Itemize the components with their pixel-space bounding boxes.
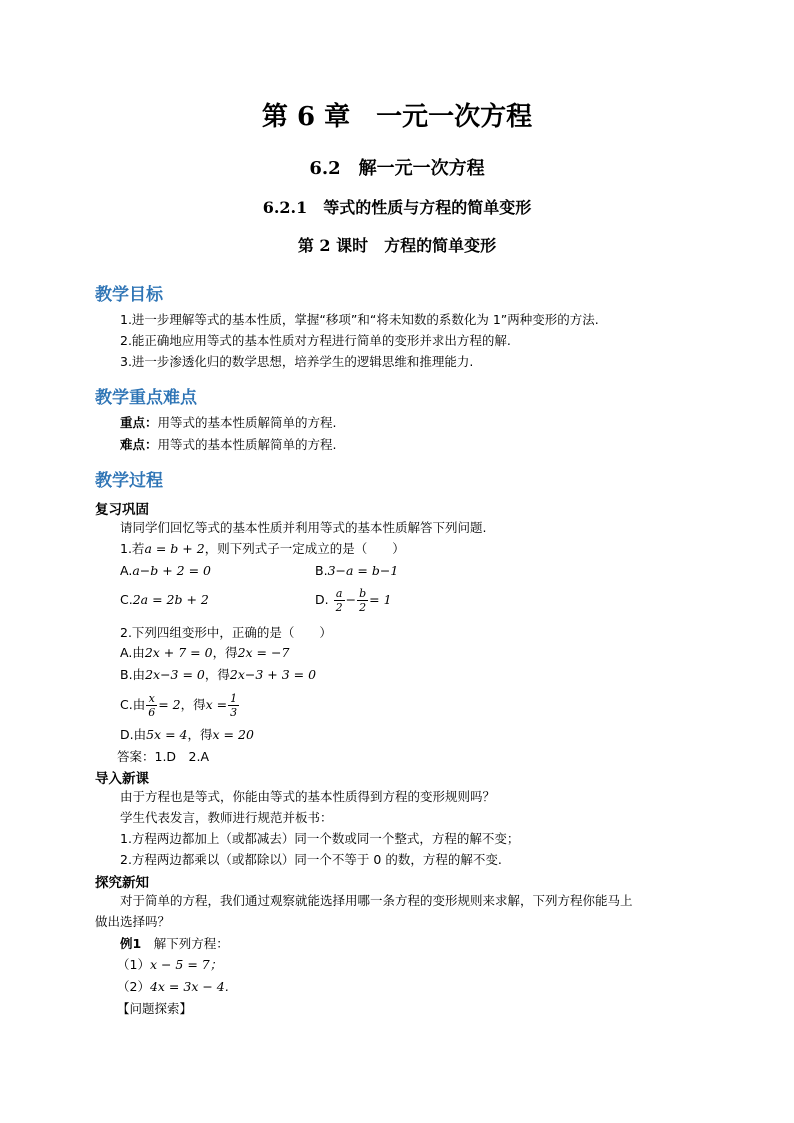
intro-line: 学生代表发言，教师进行规范并板书： (120, 810, 333, 825)
example-eq2 (117, 979, 229, 995)
q1-option-b (315, 563, 398, 579)
q1-condition: a = b + 2 (144, 541, 205, 556)
objective-item: 2.能正确地应用等式的基本性质对方程进行简单的变形并求出方程的解. (120, 333, 511, 348)
q2-option-b (120, 667, 316, 683)
review-title: 复习巩固 (95, 502, 149, 518)
q2-option-d (120, 727, 254, 743)
q1-d-label: D. (315, 592, 329, 607)
q2-d-eq2: x = 20 (212, 727, 254, 742)
explore-line: 对于简单的方程，我们通过观察就能选择用哪一条方程的变形规则来求解，下列方程你能马上 (120, 893, 633, 908)
q2-c-rhs: = 2 (158, 697, 181, 712)
objectives-heading: 教学目标 (95, 285, 163, 305)
review-answer: 答案：1.D 2.A (117, 749, 210, 764)
q1-prefix: 1.若 (120, 541, 145, 556)
q1-b-expr: 3−a = b−1 (327, 563, 399, 578)
difficulty-line (120, 437, 337, 453)
q2-c-label: C.由 (120, 697, 146, 712)
objective-item: 1.进一步理解等式的基本性质，掌握“移项”和“将未知数的系数化为 1”两种变形的方法. (120, 312, 599, 327)
q1-b-label: B. (315, 563, 328, 578)
q1-option-c (120, 592, 209, 608)
eq1-label: （1） (117, 957, 150, 972)
q2-d-label: D.由 (120, 727, 147, 742)
q2-a-eq1: 2x + 7 = 0 (144, 645, 213, 660)
chapter-title: 第 6 章 一元一次方程 (261, 102, 533, 132)
question-2: 2.下列四组变形中，正确的是（ ） (120, 625, 332, 640)
problem-explore-label: 【问题探索】 (117, 1001, 193, 1016)
q2-c-x: x = (205, 697, 228, 712)
focus-label: 重点： (120, 415, 158, 430)
q1-d-operator: − (345, 592, 357, 607)
q2-c-fraction: $\frac{x}{6}$ (148, 692, 156, 719)
explore-line: 做出选择吗？ (95, 914, 171, 929)
q2-option-c (120, 688, 240, 722)
lesson-title: 第 2 课时 方程的简单变形 (297, 236, 497, 255)
eq2-expr: 4x = 3x − 4. (149, 979, 229, 994)
question-1 (120, 541, 405, 557)
q2-a-eq2: 2x = −7 (237, 645, 290, 660)
review-intro: 请同学们回忆等式的基本性质并利用等式的基本性质解答下列问题. (120, 520, 487, 535)
q2-c-result-fraction: $\frac{1}{3}$ (230, 692, 238, 719)
q1-c-expr: 2a = 2b + 2 (132, 592, 209, 607)
q1-d-rhs: = 1 (369, 592, 392, 607)
q1-a-expr: a−b + 2 = 0 (132, 563, 211, 578)
q1-option-d (315, 583, 392, 617)
intro-line: 2.方程两边都乘以（或都除以）同一个不等于 0 的数，方程的解不变. (120, 852, 502, 867)
q1-suffix: ，则下列式子一定成立的是（ ） (204, 541, 405, 556)
q2-b-eq1: 2x−3 = 0 (145, 667, 205, 682)
q2-a-label: A.由 (120, 645, 145, 660)
eq1-expr: x − 5 = 7； (149, 957, 223, 972)
explore-title: 探究新知 (95, 875, 149, 891)
focus-text: 用等式的基本性质解简单的方程. (157, 415, 337, 430)
section-title: 6.2 解一元一次方程 (309, 158, 485, 179)
q1-d-fraction-b: $\frac{b}{2}$ (359, 587, 367, 614)
example-line (120, 936, 229, 952)
difficulty-label: 难点： (120, 437, 158, 452)
q2-d-mid: ，得 (187, 727, 213, 742)
intro-line: 由于方程也是等式，你能由等式的基本性质得到方程的变形规则吗？ (120, 789, 496, 804)
q2-option-a (120, 645, 289, 661)
q2-c-mid: ，得 (180, 697, 206, 712)
q2-b-label: B.由 (120, 667, 146, 682)
q2-d-eq1: 5x = 4 (146, 727, 188, 742)
q2-b-eq2: 2x−3 + 3 = 0 (229, 667, 317, 682)
q1-c-label: C. (120, 592, 133, 607)
objective-item: 3.进一步渗透化归的数学思想，培养学生的逻辑思维和推理能力. (120, 354, 474, 369)
example-eq1 (117, 957, 222, 973)
intro-title: 导入新课 (95, 771, 149, 787)
q2-b-mid: ，得 (204, 667, 230, 682)
q1-a-label: A. (120, 563, 133, 578)
process-heading: 教学过程 (95, 471, 163, 491)
eq2-label: （2） (117, 979, 150, 994)
q1-option-a (120, 563, 211, 579)
subsection-title: 6.2.1 等式的性质与方程的简单变形 (262, 198, 532, 217)
q1-d-fraction-a: $\frac{a}{2}$ (335, 587, 343, 614)
focus-line (120, 415, 337, 431)
intro-line: 1.方程两边都加上（或都减去）同一个数或同一个整式，方程的解不变； (120, 831, 520, 846)
example-label: 例1 (120, 936, 142, 951)
example-text: 解下列方程： (141, 936, 229, 951)
keypoints-heading: 教学重点难点 (95, 388, 197, 408)
q2-a-mid: ，得 (212, 645, 238, 660)
difficulty-text: 用等式的基本性质解简单的方程. (157, 437, 337, 452)
